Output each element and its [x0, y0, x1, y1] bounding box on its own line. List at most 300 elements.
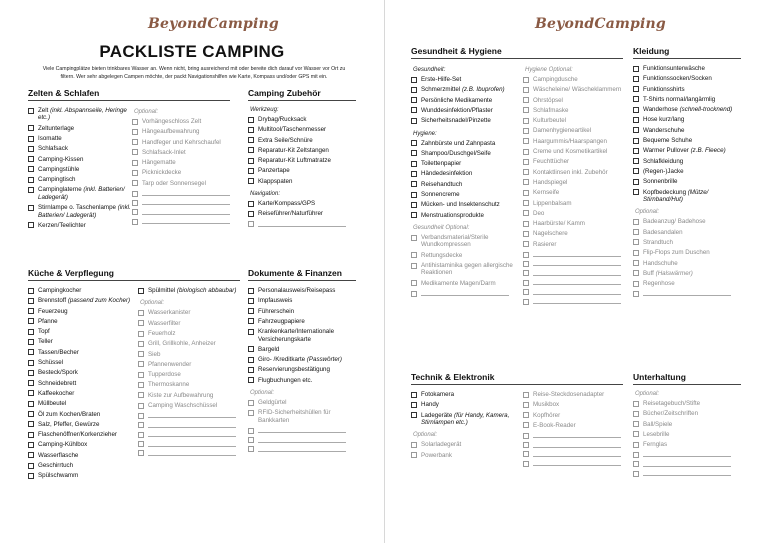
- item-note: (Halswärmer): [655, 269, 693, 277]
- checklist-item: [523, 97, 623, 104]
- checkbox[interactable]: [28, 401, 34, 407]
- checkbox[interactable]: [633, 291, 639, 297]
- checkbox[interactable]: [633, 401, 639, 407]
- blank-write-line[interactable]: [533, 451, 621, 457]
- checkbox[interactable]: [523, 77, 529, 83]
- checklist-item: [248, 210, 356, 217]
- item-note: (passend zum Kocher): [67, 297, 131, 305]
- checklist-item: [138, 320, 240, 327]
- checkbox[interactable]: [633, 260, 639, 266]
- item-label: [533, 422, 576, 429]
- item-label: [643, 116, 684, 123]
- checkbox[interactable]: [523, 190, 529, 196]
- checkbox[interactable]: [633, 471, 639, 477]
- checkbox[interactable]: [633, 66, 639, 72]
- checklist-item: [138, 361, 240, 368]
- checkbox[interactable]: [523, 97, 529, 103]
- checklist-item: [633, 189, 741, 204]
- checklist-item: [523, 169, 623, 176]
- checkbox[interactable]: [633, 168, 639, 174]
- checkbox[interactable]: [411, 192, 417, 198]
- checklist-blank-item: [523, 298, 623, 305]
- checkbox[interactable]: [633, 117, 639, 123]
- checkbox[interactable]: [28, 136, 34, 142]
- checkbox[interactable]: [138, 413, 144, 419]
- checklist-item: [138, 287, 240, 294]
- checkbox[interactable]: [523, 107, 529, 113]
- checkbox[interactable]: [633, 107, 639, 113]
- blank-write-line[interactable]: [533, 432, 621, 438]
- checklist-item: [411, 181, 523, 188]
- checkbox[interactable]: [28, 156, 34, 162]
- checkbox[interactable]: [633, 239, 639, 245]
- item-note: (inkl. Batterien/ Ladegerät): [38, 186, 125, 201]
- checkbox[interactable]: [633, 86, 639, 92]
- checkbox[interactable]: [248, 288, 254, 294]
- checklist-item: [633, 137, 741, 144]
- item-label: [643, 280, 675, 287]
- item-text: Solarladegerät: [421, 441, 462, 449]
- checkbox[interactable]: [523, 128, 529, 134]
- item-text: Powerbank: [421, 451, 452, 459]
- item-label: [533, 97, 563, 104]
- checkbox[interactable]: [28, 308, 34, 314]
- item-text: Pfanne: [38, 317, 58, 325]
- checkbox[interactable]: [248, 211, 254, 217]
- item-label: [258, 308, 294, 315]
- checkbox[interactable]: [248, 147, 254, 153]
- checklist-item: [633, 65, 741, 72]
- item-label: [258, 200, 315, 207]
- checkbox[interactable]: [248, 168, 254, 174]
- checkbox[interactable]: [138, 320, 144, 326]
- checkbox[interactable]: [28, 339, 34, 345]
- item-label: [148, 381, 189, 388]
- blank-write-line[interactable]: [533, 279, 621, 285]
- checkbox[interactable]: [633, 281, 639, 287]
- blank-write-line[interactable]: [643, 470, 731, 476]
- checklist-item: [633, 280, 741, 287]
- checkbox[interactable]: [523, 241, 529, 247]
- item-label: [38, 349, 79, 356]
- item-text: Giro- /Kreditkarte: [258, 356, 306, 364]
- checklist-health: [411, 76, 523, 125]
- blank-write-line[interactable]: [142, 199, 230, 205]
- checkbox[interactable]: [411, 118, 417, 124]
- item-label: [533, 107, 568, 114]
- blank-write-line[interactable]: [533, 460, 621, 466]
- item-text: Führerschein: [258, 307, 295, 315]
- checkbox[interactable]: [28, 360, 34, 366]
- checkbox[interactable]: [523, 461, 529, 467]
- checkbox[interactable]: [28, 421, 34, 427]
- blank-write-line[interactable]: [643, 451, 731, 457]
- checklist-hygiene: [411, 140, 523, 219]
- checkbox[interactable]: [132, 149, 138, 155]
- checkbox[interactable]: [633, 250, 639, 256]
- item-text: Müllbeutel: [38, 400, 67, 408]
- checkbox[interactable]: [411, 263, 417, 269]
- checkbox[interactable]: [28, 349, 34, 355]
- item-text: Picknickdecke: [142, 169, 182, 177]
- checkbox[interactable]: [523, 118, 529, 124]
- checkbox[interactable]: [28, 442, 34, 448]
- checkbox[interactable]: [248, 367, 254, 373]
- checkbox[interactable]: [138, 372, 144, 378]
- item-label: [38, 390, 74, 397]
- checkbox[interactable]: [411, 77, 417, 83]
- checkbox[interactable]: [411, 212, 417, 218]
- checkbox[interactable]: [138, 351, 144, 357]
- checkbox[interactable]: [523, 252, 529, 258]
- checkbox[interactable]: [248, 446, 254, 452]
- checkbox[interactable]: [138, 361, 144, 367]
- checkbox[interactable]: [138, 331, 144, 337]
- checkbox[interactable]: [138, 341, 144, 347]
- checkbox[interactable]: [633, 431, 639, 437]
- checkbox[interactable]: [411, 252, 417, 258]
- item-note: (Mütze/ Stirnband/Hut): [643, 188, 709, 203]
- checkbox[interactable]: [248, 357, 254, 363]
- item-label: [643, 106, 732, 113]
- item-label: [38, 441, 87, 448]
- checkbox[interactable]: [633, 411, 639, 417]
- blank-write-line[interactable]: [148, 431, 236, 437]
- checkbox[interactable]: [411, 202, 417, 208]
- item-text: Sonnencreme: [421, 191, 460, 199]
- checkbox[interactable]: [28, 125, 34, 131]
- item-label: [148, 309, 190, 316]
- item-text: Rettungsdecke: [421, 251, 463, 259]
- checklist-item: [138, 330, 240, 337]
- checkbox[interactable]: [411, 150, 417, 156]
- checkbox[interactable]: [633, 461, 639, 467]
- item-label: [148, 330, 176, 337]
- checklist-main: [248, 287, 356, 384]
- item-text: Impfausweis: [258, 297, 293, 305]
- item-label: [533, 200, 572, 207]
- checkbox[interactable]: [633, 148, 639, 154]
- checkbox[interactable]: [411, 97, 417, 103]
- checkbox[interactable]: [28, 463, 34, 469]
- checklist-item: [523, 107, 623, 114]
- checkbox[interactable]: [248, 178, 254, 184]
- item-label: [643, 270, 693, 277]
- item-text: Reiseführer/Naturführer: [258, 210, 323, 218]
- checkbox[interactable]: [248, 298, 254, 304]
- checkbox[interactable]: [523, 422, 529, 428]
- checkbox[interactable]: [633, 138, 639, 144]
- checkbox[interactable]: [28, 452, 34, 458]
- checkbox[interactable]: [633, 421, 639, 427]
- checkbox[interactable]: [28, 222, 34, 228]
- checkbox[interactable]: [132, 119, 138, 125]
- blank-write-line[interactable]: [533, 298, 621, 304]
- checkbox[interactable]: [523, 402, 529, 408]
- checkbox[interactable]: [28, 108, 34, 114]
- checklist-item: [633, 218, 741, 225]
- checkbox[interactable]: [132, 219, 138, 225]
- checkbox[interactable]: [248, 318, 254, 324]
- checkbox[interactable]: [633, 127, 639, 133]
- checkbox[interactable]: [248, 437, 254, 443]
- blank-write-line[interactable]: [258, 221, 346, 227]
- item-label: [421, 107, 493, 114]
- blank-write-line[interactable]: [533, 289, 621, 295]
- checkbox[interactable]: [138, 432, 144, 438]
- item-text: Bücher/Zeitschriften: [643, 410, 699, 418]
- item-label: [148, 320, 180, 327]
- checklist-item: [411, 76, 523, 83]
- item-note: (inkl. Batterien/ Ladegerät): [38, 204, 131, 219]
- checkbox[interactable]: [523, 87, 529, 93]
- checkbox[interactable]: [28, 318, 34, 324]
- item-text: Badesandalen: [643, 228, 683, 236]
- item-note: (z.B. Fleece): [690, 147, 726, 155]
- checkbox[interactable]: [28, 288, 34, 294]
- checkbox[interactable]: [633, 270, 639, 276]
- checkbox[interactable]: [132, 160, 138, 166]
- checkbox[interactable]: [132, 129, 138, 135]
- section-title: Camping Zubehör: [248, 88, 356, 101]
- item-label: [421, 86, 505, 93]
- checkbox[interactable]: [138, 382, 144, 388]
- checklist-item: [411, 160, 523, 167]
- checkbox[interactable]: [411, 452, 417, 458]
- checkbox[interactable]: [411, 291, 417, 297]
- checkbox[interactable]: [633, 229, 639, 235]
- item-text: Tupperdose: [148, 371, 181, 379]
- checkbox[interactable]: [523, 221, 529, 227]
- checkbox[interactable]: [138, 441, 144, 447]
- blank-write-line[interactable]: [533, 442, 621, 448]
- item-label: [38, 328, 50, 335]
- checkbox[interactable]: [523, 280, 529, 286]
- checklist-blank-item: [523, 270, 623, 277]
- checkbox[interactable]: [28, 205, 34, 211]
- checkbox[interactable]: [248, 127, 254, 133]
- blank-write-line[interactable]: [421, 290, 509, 296]
- item-label: [258, 147, 329, 154]
- item-label: [643, 400, 700, 407]
- checklist-item: [248, 147, 356, 154]
- checkbox[interactable]: [411, 392, 417, 398]
- checkbox[interactable]: [411, 235, 417, 241]
- checkbox[interactable]: [248, 221, 254, 227]
- item-text: Zeltunterlage: [38, 124, 75, 132]
- checkbox[interactable]: [132, 170, 138, 176]
- blank-write-line[interactable]: [533, 260, 621, 266]
- checkbox[interactable]: [28, 473, 34, 479]
- blank-write-line[interactable]: [142, 218, 230, 224]
- checkbox[interactable]: [248, 346, 254, 352]
- checkbox[interactable]: [633, 158, 639, 164]
- checkbox[interactable]: [523, 138, 529, 144]
- checkbox[interactable]: [523, 231, 529, 237]
- item-text: Persönliche Medikamente: [421, 96, 493, 104]
- blank-write-line[interactable]: [142, 190, 230, 196]
- item-text: Campingdusche: [533, 76, 578, 83]
- checklist-navigation: [248, 200, 356, 227]
- item-label: [533, 169, 608, 176]
- checkbox[interactable]: [248, 201, 254, 207]
- item-text: Topf: [38, 328, 50, 336]
- checkbox[interactable]: [28, 298, 34, 304]
- item-text: Fotokamera: [421, 391, 455, 398]
- item-label: [148, 371, 181, 378]
- checkbox[interactable]: [28, 187, 34, 193]
- item-text: Geldgürtel: [258, 399, 287, 407]
- checkbox[interactable]: [28, 432, 34, 438]
- checkbox[interactable]: [523, 433, 529, 439]
- blank-write-line[interactable]: [258, 437, 346, 443]
- checkbox[interactable]: [411, 181, 417, 187]
- checklist-item: [28, 369, 138, 376]
- checkbox[interactable]: [132, 200, 138, 206]
- checkbox[interactable]: [523, 210, 529, 216]
- checklist-item: [633, 421, 741, 428]
- blank-write-line[interactable]: [643, 461, 731, 467]
- checkbox[interactable]: [523, 149, 529, 155]
- checkbox[interactable]: [248, 158, 254, 164]
- checkbox[interactable]: [132, 139, 138, 145]
- item-label: [643, 260, 678, 267]
- item-label: [643, 218, 706, 225]
- brand-logo: BeyondCamping: [535, 16, 666, 32]
- section-title: Technik & Elektronik: [411, 372, 623, 385]
- item-label: [142, 149, 186, 156]
- item-text: Menstruationsprodukte: [421, 211, 484, 219]
- checkbox[interactable]: [523, 169, 529, 175]
- checkbox[interactable]: [28, 166, 34, 172]
- checkbox[interactable]: [28, 177, 34, 183]
- checkbox[interactable]: [248, 428, 254, 434]
- checkbox[interactable]: [411, 87, 417, 93]
- blank-write-line[interactable]: [643, 290, 731, 296]
- checkbox[interactable]: [523, 261, 529, 267]
- checkbox[interactable]: [248, 308, 254, 314]
- subheading-hygiene-optional: Hygiene Optional:: [525, 67, 573, 73]
- checklist-item: [138, 392, 240, 399]
- checkbox[interactable]: [28, 411, 34, 417]
- checkbox[interactable]: [523, 451, 529, 457]
- item-text: Zelt: [38, 107, 49, 114]
- checkbox[interactable]: [248, 137, 254, 143]
- checklist-item: [248, 157, 356, 164]
- checkbox[interactable]: [523, 159, 529, 165]
- checkbox[interactable]: [248, 329, 254, 335]
- checkbox[interactable]: [523, 270, 529, 276]
- item-label: [643, 410, 698, 417]
- checkbox[interactable]: [633, 189, 639, 195]
- checkbox[interactable]: [633, 179, 639, 185]
- checkbox[interactable]: [132, 209, 138, 215]
- checkbox[interactable]: [248, 117, 254, 123]
- checkbox[interactable]: [248, 410, 254, 416]
- blank-write-line[interactable]: [148, 412, 236, 418]
- item-text: Antihistaminika gegen allergische Reaktionen: [421, 262, 513, 277]
- item-label: [258, 318, 305, 325]
- checkbox[interactable]: [633, 452, 639, 458]
- item-label: [421, 76, 461, 83]
- checklist-right-col: [138, 287, 240, 483]
- checkbox[interactable]: [523, 200, 529, 206]
- blank-write-line[interactable]: [148, 441, 236, 447]
- technik-main-col: [411, 391, 523, 470]
- item-text: Pfannenwender: [148, 360, 192, 368]
- checkbox[interactable]: [523, 299, 529, 305]
- checkbox[interactable]: [248, 377, 254, 383]
- checklist-item: [633, 106, 741, 113]
- checkbox[interactable]: [411, 107, 417, 113]
- blank-write-line[interactable]: [142, 209, 230, 215]
- checkbox[interactable]: [28, 146, 34, 152]
- checkbox[interactable]: [523, 442, 529, 448]
- item-label: [421, 280, 496, 287]
- checklist-item: [633, 249, 741, 256]
- item-text: Feuerzeug: [38, 307, 68, 315]
- section-zubehoer: [248, 88, 356, 230]
- checkbox[interactable]: [28, 370, 34, 376]
- checkbox[interactable]: [138, 392, 144, 398]
- checkbox[interactable]: [138, 450, 144, 456]
- checkbox[interactable]: [523, 392, 529, 398]
- checkbox[interactable]: [28, 329, 34, 335]
- checkbox[interactable]: [138, 403, 144, 409]
- checkbox[interactable]: [28, 380, 34, 386]
- checkbox[interactable]: [523, 179, 529, 185]
- checkbox[interactable]: [523, 289, 529, 295]
- checkbox[interactable]: [411, 171, 417, 177]
- blank-write-line[interactable]: [533, 270, 621, 276]
- checklist-item: [28, 176, 132, 183]
- checkbox[interactable]: [411, 412, 417, 418]
- checkbox[interactable]: [248, 400, 254, 406]
- checkbox[interactable]: [411, 161, 417, 167]
- checkbox[interactable]: [633, 219, 639, 225]
- item-label: [643, 127, 684, 134]
- blank-write-line[interactable]: [258, 446, 346, 452]
- checkbox[interactable]: [138, 422, 144, 428]
- checklist-item: [633, 116, 741, 123]
- checkbox[interactable]: [411, 402, 417, 408]
- blank-write-line[interactable]: [148, 422, 236, 428]
- checkbox[interactable]: [633, 96, 639, 102]
- checkbox[interactable]: [411, 442, 417, 448]
- blank-write-line[interactable]: [533, 251, 621, 257]
- checkbox[interactable]: [411, 280, 417, 286]
- checkbox[interactable]: [138, 310, 144, 316]
- item-label: [533, 210, 544, 217]
- item-text: Kopfbedeckung: [643, 188, 687, 196]
- checklist-item: [28, 472, 138, 479]
- item-text: Personalausweis/Reisepass: [258, 287, 336, 294]
- blank-write-line[interactable]: [148, 450, 236, 456]
- checkbox[interactable]: [523, 412, 529, 418]
- checkbox[interactable]: [28, 390, 34, 396]
- item-text: Hängematte: [142, 159, 176, 167]
- checkbox[interactable]: [132, 180, 138, 186]
- checklist-item: [28, 359, 138, 366]
- checkbox[interactable]: [132, 191, 138, 197]
- checkbox[interactable]: [633, 76, 639, 82]
- checkbox[interactable]: [411, 140, 417, 146]
- checkbox[interactable]: [138, 288, 144, 294]
- checklist-item: [411, 170, 523, 177]
- blank-write-line[interactable]: [258, 427, 346, 433]
- checkbox[interactable]: [633, 442, 639, 448]
- subheading-werkzeug: Werkzeug:: [250, 107, 279, 113]
